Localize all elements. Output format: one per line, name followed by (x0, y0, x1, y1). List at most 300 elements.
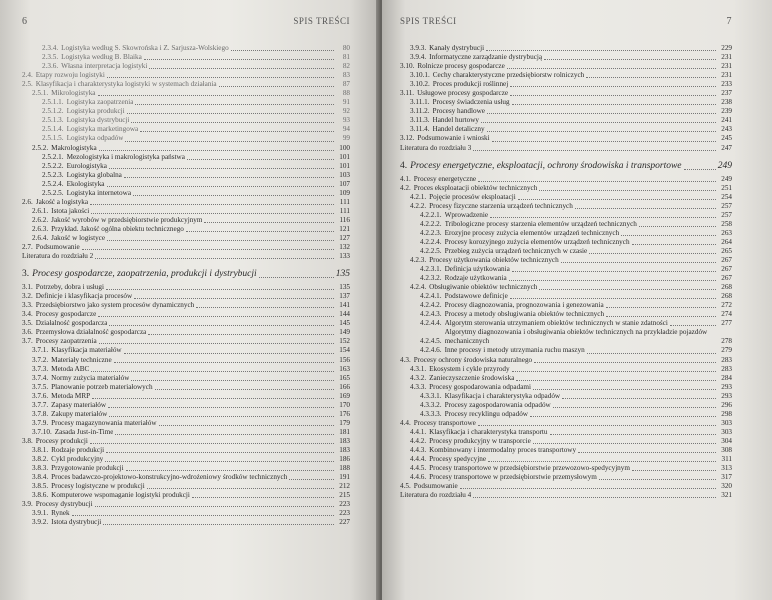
section-title: Procesy użytkowania obiektów technicznych (429, 255, 559, 264)
page-ref: 94 (342, 125, 350, 134)
dot-leader (478, 181, 716, 182)
section-title: Jakość a logistyka (35, 197, 89, 206)
dot-leader (473, 150, 716, 151)
page-ref: 245 (721, 134, 732, 143)
section-number: 4.4.4. (410, 455, 427, 464)
page-ref: 144 (339, 310, 350, 319)
section-title: Procesy zagospodarowania odpadów (444, 400, 551, 409)
section-title: Procesy produkcyjny w transporcie (429, 436, 531, 445)
section-title: Logistyka dystrybucji (66, 116, 130, 125)
dot-leader (99, 343, 334, 344)
section-number: 2.5. (22, 80, 33, 89)
section-number: 4.4.1. (410, 427, 427, 436)
dot-leader (512, 104, 716, 105)
section-title: Tribologiczne procesy starzenia elementów urządzeń technicznych (444, 219, 637, 228)
page-ref: 101 (339, 152, 350, 161)
section-number: 4.2.2.1. (420, 210, 442, 219)
section-title: Procesy dystrybucji (35, 500, 93, 509)
section-title: Logistyka odpadów (66, 134, 124, 143)
section-number: 4.1. (400, 174, 411, 183)
section-number: 3.4. (22, 310, 33, 319)
section-number: 3.7.10. (32, 427, 52, 436)
toc-entry (22, 207, 350, 216)
toc-entry (400, 211, 732, 220)
dot-leader (550, 434, 716, 435)
page-ref: 176 (339, 409, 350, 418)
section-title: Procesy gospodarowania odpadami (429, 382, 531, 391)
page-ref: 152 (339, 337, 350, 346)
page-ref: 121 (339, 224, 350, 233)
section-number: 3.2. (22, 292, 33, 301)
section-title: Procesy transportowe w przedsiębiorstwie przewozowo-spedycyjnym (429, 464, 630, 473)
page-ref: 166 (339, 382, 350, 391)
section-title: Literatura do rozdziału 2 (22, 252, 94, 261)
section-title: Procesy energetyczne (413, 174, 477, 183)
dot-leader (639, 226, 716, 227)
section-title: Rodzaje produkcji (51, 445, 105, 454)
toc-entry (22, 283, 350, 292)
section-title: Planowanie potrzeb materiałowych (51, 382, 153, 391)
page-ref: 258 (721, 219, 732, 228)
section-title: Etapy rozwoju logistyki (35, 71, 105, 80)
dot-leader (460, 488, 716, 489)
page-ref: 87 (342, 80, 350, 89)
dot-leader (533, 443, 716, 444)
section-title: Procesy a metody obsługiwania obiektów technicznych (444, 310, 605, 319)
toc-entry (400, 274, 732, 283)
section-title: Algorytmy diagnozowania i obsługiwania obiektów technicznych na przykładzie pojazdów mechanicznych (444, 328, 708, 346)
dot-leader (533, 389, 716, 390)
section-number: 4.4.3. (410, 445, 427, 454)
page-ref: 257 (721, 201, 732, 210)
section-title: Zakupy materiałów (51, 409, 108, 418)
section-number: 4.3. (400, 355, 411, 364)
section-title: Procesy diagnozowania, prognozowania i genezowania (444, 301, 604, 310)
page-ref: 188 (339, 464, 350, 473)
section-title: Rodzaje użytkowania (444, 274, 507, 283)
section-title: Przedsiębiorstwo jako system procesów dynamicznych (35, 301, 195, 310)
section-number: 4.2.4.3. (420, 310, 442, 319)
section-title: Logistyka internetowa (66, 188, 132, 197)
section-title: Podsumowanie (35, 243, 80, 252)
section-title: Istota dystrybucji (51, 518, 102, 527)
section-title: Ekologistyka (66, 179, 105, 188)
page-ref: 183 (339, 445, 350, 454)
dot-leader (196, 307, 334, 308)
page-ref: 272 (721, 301, 732, 310)
toc-entry (400, 202, 732, 211)
section-title: Ekosystem i cykle przyrody (429, 364, 510, 373)
section-title: Podsumowanie (413, 482, 458, 491)
page-ref: 263 (721, 228, 732, 237)
section-number: 2.5.2.5. (42, 188, 64, 197)
dot-leader (72, 515, 334, 516)
page-ref: 88 (342, 89, 350, 98)
section-number: 2.7. (22, 243, 33, 252)
toc-entry (22, 234, 350, 243)
toc-entry (400, 229, 732, 238)
dot-leader (539, 190, 716, 191)
page-ref: 100 (339, 143, 350, 152)
page-ref: 109 (339, 188, 350, 197)
dot-leader (95, 258, 334, 259)
dot-leader (473, 497, 716, 498)
dot-leader (187, 159, 334, 160)
section-number: 2.6. (22, 197, 33, 206)
section-title: Procesy produkcji (35, 436, 88, 445)
section-title: Klasyfikacja i charakterystyka transportu (429, 427, 548, 436)
toc-entry (22, 125, 350, 134)
page-ref: 293 (721, 382, 732, 391)
dot-leader (148, 334, 334, 335)
page-ref: 215 (339, 491, 350, 500)
dot-leader (98, 95, 335, 96)
page-ref: 191 (339, 473, 350, 482)
toc-entry (400, 134, 732, 143)
dot-leader (125, 141, 334, 142)
left-page-header (22, 16, 350, 30)
toc-entry (400, 365, 732, 374)
dot-leader (106, 289, 334, 290)
dot-leader (518, 199, 716, 200)
page-ref: 267 (721, 274, 732, 283)
page-ref: 303 (721, 427, 732, 436)
section-number: 3.11.1. (410, 98, 430, 107)
section-title: Normy zużycia materiałów (51, 373, 130, 382)
section-number: 3.8.2. (32, 455, 49, 464)
section-number: 4.2.2.4. (420, 237, 442, 246)
toc-entry (400, 89, 732, 98)
dot-leader (99, 150, 334, 151)
dot-leader (109, 168, 334, 169)
toc-entry (22, 356, 350, 365)
dot-leader (115, 434, 334, 435)
dot-leader (512, 271, 716, 272)
dot-leader (490, 217, 716, 218)
section-title: Komputerowe wspomaganie logistyki produkcji (51, 491, 190, 500)
section-number: 3.8.1. (32, 445, 49, 454)
section-title: Mikrologistyka (51, 89, 96, 98)
section-number: 3.7.5. (32, 382, 49, 391)
page-ref: 154 (339, 346, 350, 355)
section-number: 3.7.7. (32, 400, 49, 409)
section-number: 4.2.2.2. (420, 219, 442, 228)
section-number: 4.2. (400, 183, 411, 192)
page-ref: 268 (721, 283, 732, 292)
toc-entry (400, 401, 732, 410)
page-ref: 181 (339, 427, 350, 436)
section-number: 4.2.3. (410, 255, 427, 264)
section-title: Wprowadzenie (444, 210, 489, 219)
section-title: Klasyfikacja i charakterystyka logistyki w systemach działania (35, 80, 217, 89)
section-title: Jakość w logistyce (51, 233, 106, 242)
section-title: Procesy transportowe w przedsiębiorstwie przemysłowym (429, 473, 597, 482)
toc-entry (400, 346, 732, 355)
page-ref: 231 (721, 71, 732, 80)
page-ref: 231 (721, 62, 732, 71)
toc-entry (22, 216, 350, 225)
dot-leader (510, 86, 716, 87)
page-ref: 93 (342, 116, 350, 125)
chapter-heading (22, 268, 350, 280)
page-ref: 303 (721, 418, 732, 427)
section-number: 2.5.2.1. (42, 152, 64, 161)
toc-entry (22, 374, 350, 383)
section-number: 2.5.1.2. (42, 107, 64, 116)
page-ref: 92 (342, 107, 350, 116)
section-number: 3.8.4. (32, 473, 49, 482)
toc-entry (400, 292, 732, 301)
toc-entry (22, 446, 350, 455)
dot-leader (530, 416, 716, 417)
toc-entry (400, 184, 732, 193)
section-number: 4.2.3.2. (420, 274, 442, 283)
section-number: 2.5.2.4. (42, 179, 64, 188)
section-title: Proces badawczo-projektowo-konstrukcyjno-wdrożeniowy środków technicznych (51, 473, 288, 482)
dot-leader (144, 59, 334, 60)
toc-entry (400, 446, 732, 455)
section-number: 2.5.1.4. (42, 125, 64, 134)
section-title: Metoda MRP (51, 391, 91, 400)
section-number: 3.11.3. (410, 116, 430, 125)
toc-entry (22, 482, 350, 491)
dot-leader (632, 470, 716, 471)
toc-entry (400, 392, 732, 401)
section-title: Działalność gospodarcza (35, 319, 108, 328)
page-ref: 145 (339, 319, 350, 328)
toc-entry (22, 464, 350, 473)
page-ref: 163 (339, 364, 350, 373)
section-number: 3.5. (22, 319, 33, 328)
section-number: 4.4.5. (410, 464, 427, 473)
section-number: 3.7.2. (32, 355, 49, 364)
page-ref: 135 (339, 283, 350, 292)
page-ref: 91 (342, 98, 350, 107)
section-number: 4.2.4.6. (420, 346, 442, 355)
section-number: 2.5.1.3. (42, 116, 64, 125)
page-ref: 251 (721, 183, 732, 192)
section-number: 3.6. (22, 328, 33, 337)
section-number: 3.8.5. (32, 482, 49, 491)
section-title: Podsumowanie i wnioski (417, 134, 490, 143)
toc-entry (22, 401, 350, 410)
dot-leader (107, 240, 334, 241)
toc-entry (400, 473, 732, 482)
dot-leader (107, 77, 334, 78)
section-number: 4.2.2. (410, 201, 427, 210)
dot-leader (487, 113, 716, 114)
dot-leader (544, 59, 716, 60)
section-number: 3.7.1. (32, 346, 49, 355)
page-ref: 249 (717, 160, 732, 171)
section-title: Logistyka według S. Skowrońska i Z. Sarjusza-Wolskiego (61, 44, 229, 52)
page-ref: 141 (339, 301, 350, 310)
section-title: Literatura do rozdziału 4 (400, 491, 472, 500)
section-number: 3.10. (400, 62, 415, 71)
page-ref: 170 (339, 400, 350, 409)
section-number: 4.4.6. (410, 473, 427, 482)
dot-leader (149, 68, 334, 69)
toc-entry (400, 328, 732, 346)
section-title: Eurologistyka (66, 161, 107, 170)
page-ref: 103 (339, 170, 350, 179)
section-number: 3.7. (22, 337, 33, 346)
section-number: 4.3.3.2. (420, 400, 442, 409)
toc-entry (22, 107, 350, 116)
toc-entry (400, 383, 732, 392)
toc-entry (22, 473, 350, 482)
page-ref: 296 (721, 400, 732, 409)
toc-entry (400, 482, 732, 491)
dot-leader (516, 380, 716, 381)
dot-leader (204, 222, 334, 223)
dot-leader (127, 113, 334, 114)
section-number: 2.6.4. (32, 233, 49, 242)
toc-entry (22, 162, 350, 171)
page-ref: 308 (721, 445, 732, 454)
section-title: Proces eksploatacji obiektów technicznych (413, 183, 538, 192)
toc-entry (22, 310, 350, 319)
page-ref: 83 (342, 71, 350, 80)
section-number: 3.9.2. (32, 518, 49, 527)
section-number: 3.9.1. (32, 509, 49, 518)
section-title: Cykl produkcyjny (51, 455, 104, 464)
section-number: 3.7.8. (32, 409, 49, 418)
dot-leader (91, 371, 334, 372)
section-title: Rolnicze procesy gospodarcze (417, 62, 505, 71)
page-ref: 311 (721, 455, 732, 464)
toc-entry (400, 491, 732, 500)
page-ref: 133 (339, 252, 350, 261)
dot-leader (289, 479, 334, 480)
running-header: SPIS TREŚCI (400, 16, 457, 26)
toc-entry (22, 455, 350, 464)
toc-entry (22, 98, 350, 107)
section-number: 4.2.4.1. (420, 292, 442, 301)
dot-leader (131, 122, 334, 123)
toc-entry (22, 437, 350, 446)
toc-entry (22, 71, 350, 80)
dot-leader (92, 398, 334, 399)
section-number: 4.2.2.5. (420, 246, 442, 255)
toc-entry (400, 53, 732, 62)
page-ref: 111 (339, 206, 350, 215)
toc-entry (22, 53, 350, 62)
section-title: Procesy gospodarcze, zaopatrzenia, produkcji i dystrybucji (32, 269, 257, 280)
section-title: Kanały dystrybucji (429, 44, 485, 52)
section-number: 4.3.3.3. (420, 409, 442, 418)
page-ref: 223 (339, 509, 350, 518)
dot-leader (91, 213, 334, 214)
page-ref: 156 (339, 355, 350, 364)
toc-entry (400, 247, 732, 256)
page-ref: 127 (339, 233, 350, 242)
page-ref: 247 (721, 143, 732, 152)
dot-leader (599, 479, 716, 480)
page-ref: 277 (721, 319, 732, 328)
dot-leader (632, 244, 716, 245)
toc-entry (22, 428, 350, 437)
toc-entry (22, 509, 350, 518)
section-number: 2.3.4. (42, 44, 59, 52)
page-ref: 320 (721, 482, 732, 491)
toc-entry (22, 383, 350, 392)
section-title: Potrzeby, dobra i usługi (35, 283, 104, 292)
page-ref: 80 (342, 44, 350, 52)
toc-entry (400, 80, 732, 89)
toc-entry (22, 189, 350, 198)
chapter-heading (400, 160, 732, 172)
dot-leader (131, 380, 334, 381)
toc-entry (22, 500, 350, 509)
page-ref: 82 (342, 62, 350, 71)
toc-entry (22, 337, 350, 346)
page-ref: 254 (721, 192, 732, 201)
section-title: Procesy gospodarcze (35, 310, 97, 319)
dot-leader (606, 316, 716, 317)
section-title: Istota jakości (51, 206, 90, 215)
section-number: 3.9.3. (410, 44, 427, 52)
page-ref: 149 (339, 328, 350, 337)
section-number: 3.9. (22, 500, 33, 509)
dot-leader (147, 488, 334, 489)
toc-entry (400, 464, 732, 473)
section-number: 3.3. (22, 301, 33, 310)
toc-entry (22, 328, 350, 337)
page-ref: 237 (721, 89, 732, 98)
section-title: Procesy logistyczne w produkcji (51, 482, 145, 491)
section-number: 2.3.6. (42, 62, 59, 71)
page-ref: 304 (721, 436, 732, 445)
dot-leader (105, 461, 334, 462)
section-title: Algorytm sterowania utrzymaniem obiektów technicznych w stanie zdatności (444, 319, 668, 328)
page-ref: 179 (339, 418, 350, 427)
section-title: Usługowe procesy gospodarcze (417, 89, 509, 98)
toc-entry (400, 71, 732, 80)
dot-leader (124, 353, 334, 354)
page-ref: 241 (721, 116, 732, 125)
section-title: Procesy recyklingu odpadów (444, 409, 528, 418)
section-number: 2.5.2.3. (42, 170, 64, 179)
toc-entry (22, 116, 350, 125)
section-number: 4.4.2. (410, 436, 427, 445)
page-ref: 317 (721, 473, 732, 482)
dot-leader (126, 470, 334, 471)
page-ref: 313 (721, 464, 732, 473)
dot-leader (586, 77, 716, 78)
page-ref: 107 (339, 179, 350, 188)
toc-entry (400, 144, 732, 153)
dot-leader (587, 353, 716, 354)
section-number: 2.6.1. (32, 206, 49, 215)
toc-entry (400, 238, 732, 247)
section-title: Procesy energetyczne, eksploatacji, ochrony środowiska i transportowe (410, 160, 682, 171)
section-number: 3.12. (400, 134, 415, 143)
section-title: Obsługiwanie obiektów technicznych (429, 283, 538, 292)
section-number: 3.7.3. (32, 364, 49, 373)
section-number: 4.2.1. (410, 192, 427, 201)
dot-leader (82, 249, 334, 250)
page-ref: 284 (721, 373, 732, 382)
page-ref: 231 (721, 53, 732, 62)
section-title: Mezologistyka i makrologistyka państwa (66, 152, 185, 161)
toc-entry (400, 256, 732, 265)
dot-leader (103, 524, 334, 525)
section-title: Klasyfikacja i charakterystyka odpadów (444, 391, 561, 400)
toc-entry (400, 283, 732, 292)
toc-entry (400, 220, 732, 229)
toc-entry (22, 392, 350, 401)
